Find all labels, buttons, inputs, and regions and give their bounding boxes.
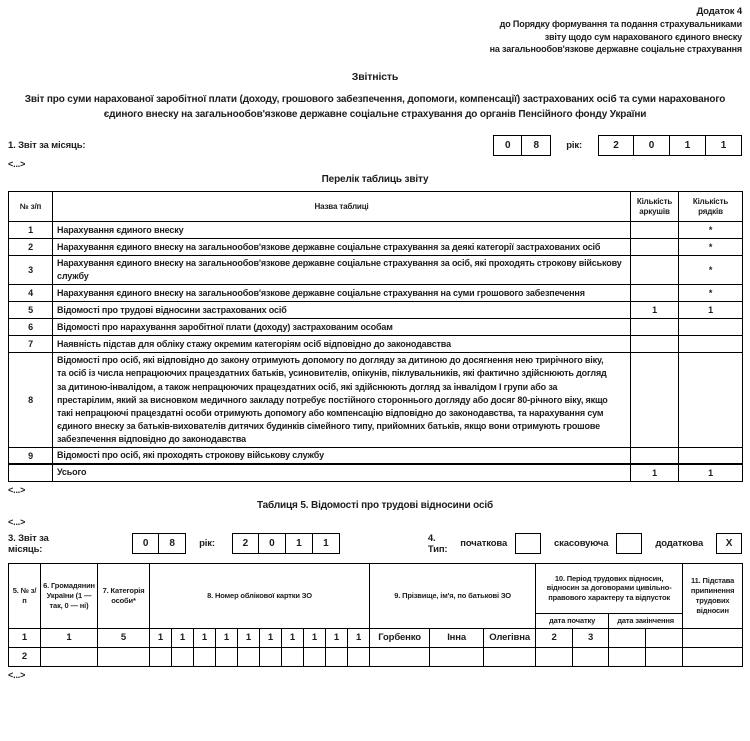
cell-card-digit (348, 647, 370, 666)
year-digit-cell: 2 (232, 533, 259, 554)
year-digit-cell: 1 (313, 533, 340, 554)
table-row (9, 239, 743, 256)
cell-category (98, 647, 150, 666)
cell-card-digit (172, 647, 194, 666)
table-row (9, 256, 743, 285)
section3-month-boxes (132, 533, 186, 554)
table-list-title: Перелік таблиць звіту (321, 174, 429, 186)
cell-name: Нарахування єдиного внеску на загальнообов'язкове державне соціальне страхування за деякі категорії застрахованих осіб (53, 239, 631, 256)
cell-category: 5 (98, 628, 150, 647)
appendix-title: Додаток 4 (696, 6, 742, 17)
cell-card-digit (260, 647, 282, 666)
table-row (9, 319, 743, 336)
section1-month-label: 1. Звіт за місяць: (8, 140, 86, 152)
appendix-block (8, 5, 742, 55)
cell-end-date-1 (609, 628, 646, 647)
type-option-label: додаткова (655, 538, 704, 550)
cell-end-date-2 (646, 647, 683, 666)
table-row (9, 336, 743, 353)
cell-card-digit (150, 647, 172, 666)
cell-card-digit (326, 647, 348, 666)
cell-rows: * (679, 239, 743, 256)
cell-name: Нарахування єдиного внеску на загальнообов'язкове державне соціальне страхування на суми грошового забезпечення (53, 285, 631, 302)
table-row (9, 285, 743, 302)
omission-marker: <...> (8, 159, 26, 170)
cell-end-date-2 (646, 628, 683, 647)
table-row (9, 302, 743, 319)
cell-card-digit (304, 647, 326, 666)
cell-num: 3 (9, 256, 53, 285)
cell-sheets (631, 256, 679, 285)
cell-name: Відомості про осіб, які відповідно до закону отримують допомогу по догляду за дитиною до досягнення нею трирічного віку, та осіб із числа непрацюючих працездатних батьків, усиновителів, опікунів, піклувальників, які фактично здійснюють догляд за дитиною-інвалідом, а також непрацюючих працездатних осіб, які здійснюють догляд за інвалідом І групи або за престарілим, який за висновком медичного закладу потребує постійного стороннього догляду або досяг 80-річного віку, якщо такі непрацюючі працездатні особи отримують допомогу або компенсацію відповідно до законодавства, та нарахування сум єдиного внеску за батьків-вихователів дитячих будинків сімейного типу, прийомних батьків, якщо вони отримують грошове забезпечення відповідно до законодавства (53, 353, 631, 447)
cell-card-digit: 1 (326, 628, 348, 647)
cell-name: Відомості про трудові відносини застрахованих осіб (53, 302, 631, 319)
cell-start-date-2 (573, 647, 609, 666)
cell-name: Відомості про нарахування заробітної плати (доходу) застрахованим особам (53, 319, 631, 336)
col-header-num: № з/п (9, 192, 53, 222)
cell-num: 4 (9, 285, 53, 302)
cell-firstname (430, 647, 484, 666)
cell-firstname: Інна (430, 628, 484, 647)
cell-rows (679, 353, 743, 447)
cell-rows: * (679, 222, 743, 239)
cell-num: 6 (9, 319, 53, 336)
col-header-end-date: дата закінчення (609, 613, 683, 628)
cell-name: Відомості про осіб, які проходять строкову військову службу (53, 447, 631, 464)
table5-header-row-1 (9, 563, 743, 613)
col-header-row-number: 5. № з/п (9, 563, 41, 628)
month-digit-cell: 8 (522, 135, 551, 156)
col-header-citizen: 6. Громадянин України (1 — так, 0 — ні) (41, 563, 98, 628)
type-option-label: скасовуюча (554, 538, 609, 550)
cell-termination-reason (683, 647, 743, 666)
col-header-name: Назва таблиці (53, 192, 631, 222)
cell-card-digit (216, 647, 238, 666)
cell-citizen: 1 (41, 628, 98, 647)
cell-citizen (41, 647, 98, 666)
omission-marker: <...> (8, 516, 26, 527)
table-row (9, 222, 743, 239)
cell-surname: Горбенко (370, 628, 430, 647)
table5-data-row (9, 647, 743, 666)
section1-report-month-row (8, 135, 742, 156)
cell-total-label: Усього (53, 464, 631, 481)
cell-row-number: 1 (9, 628, 41, 647)
cell-card-digit: 1 (304, 628, 326, 647)
table-list-header-row (9, 192, 743, 222)
cell-patronymic (484, 647, 536, 666)
cell-card-digit: 1 (348, 628, 370, 647)
cell-rows: 1 (679, 302, 743, 319)
cell-rows (679, 336, 743, 353)
cell-card-digit: 1 (216, 628, 238, 647)
cell-sheets: 1 (631, 302, 679, 319)
cell-name: Наявність підстав для обліку стажу окремим категоріям осіб відповідно до законодавства (53, 336, 631, 353)
cell-termination-reason (683, 628, 743, 647)
section3-month-label: 3. Звіт за місяць: (8, 532, 49, 555)
omission-marker: <...> (8, 484, 26, 495)
cell-sheets (631, 239, 679, 256)
type-option-label: початкова (460, 538, 508, 550)
col-header-full-name: 9. Прізвище, ім'я, по батькові ЗО (370, 563, 536, 628)
type-cancel-checkbox (616, 533, 642, 554)
cell-sheets (631, 285, 679, 302)
col-header-termination: 11. Підстава припинення трудових відносин (683, 563, 743, 628)
appendix-line-3: на загальнообов'язкове державне соціальне страхування (489, 43, 742, 54)
section3-year-boxes (232, 533, 340, 554)
cell-patronymic: Олегівна (484, 628, 536, 647)
cell-card-digit: 1 (194, 628, 216, 647)
cell-rows (679, 319, 743, 336)
year-digit-cell: 1 (286, 533, 313, 554)
cell-card-digit: 1 (282, 628, 304, 647)
cell-total-sheets: 1 (631, 464, 679, 481)
year-digit-cell: 1 (706, 135, 742, 156)
col-header-start-date: дата початку (536, 613, 609, 628)
table5-data-row (9, 628, 743, 647)
type-additional-checkbox: X (716, 533, 742, 554)
cell-start-date-2: 3 (573, 628, 609, 647)
cell-card-digit: 1 (260, 628, 282, 647)
cell-end-date-1 (609, 647, 646, 666)
report-tables-list (8, 191, 743, 481)
type-label: 4. Тип: (427, 532, 448, 555)
cell-rows (679, 447, 743, 464)
cell-surname (370, 647, 430, 666)
cell-sheets (631, 222, 679, 239)
table-row (9, 447, 743, 464)
cell-num: 9 (9, 447, 53, 464)
section3-year-label: рік: (199, 538, 215, 550)
col-header-card-number: 8. Номер облікової картки ЗО (150, 563, 370, 628)
col-header-period: 10. Період трудових відносин, відносин за договорами цивільно-правового характеру та відпусток (536, 563, 683, 613)
cell-sheets (631, 319, 679, 336)
month-digit-cell: 8 (159, 533, 186, 554)
year-digit-cell: 0 (259, 533, 286, 554)
table5-grid (8, 563, 743, 667)
section3-report-month-row (8, 533, 742, 555)
omission-marker: <...> (8, 669, 26, 680)
type-initial-checkbox (515, 533, 541, 554)
cell-rows: * (679, 285, 743, 302)
appendix-line-2: звіту щодо сум нарахованого єдиного внеску (544, 31, 742, 42)
month-digit-cell: 0 (493, 135, 522, 156)
cell-num: 5 (9, 302, 53, 319)
section1-month-boxes (493, 135, 551, 156)
col-header-rows: Кількість рядків (679, 192, 743, 222)
cell-num: 1 (9, 222, 53, 239)
section1-year-label: рік: (566, 140, 582, 152)
cell-sheets (631, 447, 679, 464)
cell-card-digit: 1 (238, 628, 260, 647)
year-digit-cell: 1 (670, 135, 706, 156)
cell-start-date-1: 2 (536, 628, 573, 647)
cell-sheets (631, 336, 679, 353)
appendix-line-1: до Порядку формування та подання страхувальниками (499, 19, 742, 30)
cell-num: 8 (9, 353, 53, 447)
year-digit-cell: 2 (598, 135, 634, 156)
cell-start-date-1 (536, 647, 573, 666)
month-digit-cell: 0 (132, 533, 159, 554)
cell-card-digit: 1 (150, 628, 172, 647)
cell-card-digit: 1 (172, 628, 194, 647)
cell-num (9, 464, 53, 481)
col-header-sheets: Кількість аркушів (631, 192, 679, 222)
report-heading: Звітність (351, 71, 399, 84)
cell-card-digit (194, 647, 216, 666)
cell-name: Нарахування єдиного внеску на загальнообов'язкове державне соціальне страхування за осіб, які проходять строкову військову службу (53, 256, 631, 285)
cell-row-number: 2 (9, 647, 41, 666)
cell-card-digit (282, 647, 304, 666)
cell-sheets (631, 353, 679, 447)
cell-name: Нарахування єдиного внеску (53, 222, 631, 239)
cell-num: 7 (9, 336, 53, 353)
cell-rows: * (679, 256, 743, 285)
table5-title: Таблиця 5. Відомості про трудові відносини осіб (256, 499, 494, 511)
report-title: Звіт про суми нарахованої заробітної плати (доходу, грошового забезпечення, допомоги, компенсації) застрахованих осіб та суми нарахованого єдиного внеску на загальнообов'язкове державне соціальне страхування до органів Пенсійного фонду України (24, 94, 726, 121)
cell-card-digit (238, 647, 260, 666)
cell-total-rows: 1 (679, 464, 743, 481)
section1-year-boxes (598, 135, 742, 156)
cell-num: 2 (9, 239, 53, 256)
col-header-category: 7. Категорія особи* (98, 563, 150, 628)
table-row (9, 353, 743, 447)
year-digit-cell: 0 (634, 135, 670, 156)
table-total-row (9, 464, 743, 481)
